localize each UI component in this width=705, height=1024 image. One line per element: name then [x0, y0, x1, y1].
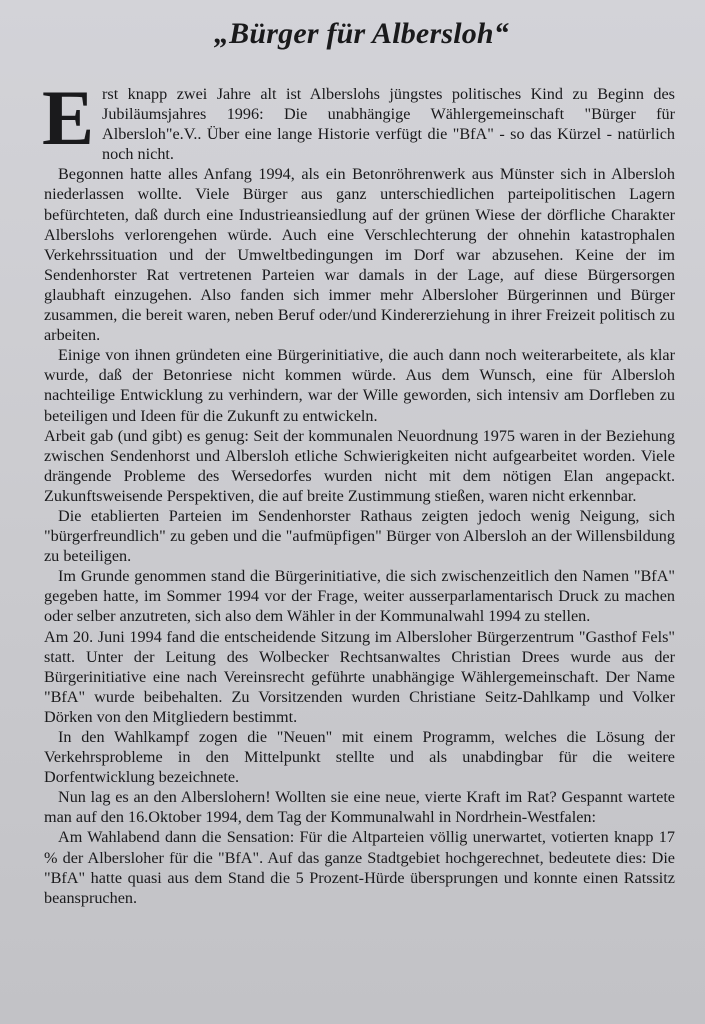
paragraph-2: Begonnen hatte alles Anfang 1994, als ein Betonröhrenwerk aus Münster sich in Albersloh niederlassen wollte. Viele Bürger aus ganz unterschiedlichen parteipolitischen Lagern befürchteten, daß durch eine Industrieansiedlung auf der grünen Wiese der dörfliche Charakter Alberslohs verlorengehen würde. Auch eine Verschlechterung der ohnehin katastrophalen Verkehrssituation und der Umweltbedingungen im Dorf war abzusehen. Keine der im Sendenhorster Rat vertretenen Parteien war damals in der Lage, auf diese Bürgersorgen glaubhaft einzugehen. Also fanden sich immer mehr Albersloher Bürgerinnen und Bürger zusammen, die bereit waren, neben Beruf oder/und Kindererziehung in ihrer Freizeit politisch zu arbeiten. — [44, 165, 675, 345]
drop-cap: E — [42, 74, 95, 161]
paragraph-7: Am 20. Juni 1994 fand die entscheidende Sitzung im Albersloher Bürgerzentrum "Gasthof Fels" statt. Unter der Leitung des Wolbecker Rechtsanwaltes Christian Drees wurde aus der Bürgerinitiative eine nach Vereinsrecht geführte unabhängige Wählergemeinschaft. Der Name "BfA" wurde beibehalten. Zu Vorsitzenden wurden Christiane Seitz-Dahlkamp und Volker Dörken von den Mitgliedern bestimmt. — [44, 627, 675, 726]
article-body — [42, 74, 675, 908]
paragraph-10: Am Wahlabend dann die Sensation: Für die Altparteien völlig unerwartet, votierten knapp 17 % der Albersloher für die "BfA". Auf das ganze Stadtgebiet hochgerechnet, bedeutete dies: Die "BfA" hatte quasi aus dem Stand die 5 Prozent-Hürde übersprungen und konnte einen Ratssitz beanspruchen. — [44, 828, 675, 907]
paragraph-8: In den Wahlkampf zogen die "Neuen" mit einem Programm, welches die Lösung der Verkehrsprobleme in den Mittelpunkt stellte und als unabdingbar für die weitere Dorfentwicklung bezeichnete. — [44, 728, 675, 787]
paragraph-9: Nun lag es an den Alberslohern! Wollten sie eine neue, vierte Kraft im Rat? Gespannt wartete man auf den 16.Oktober 1994, dem Tag der Kommunalwahl in Nordrhein-Westfalen: — [44, 788, 675, 827]
paragraph-5: Die etablierten Parteien im Sendenhorster Rathaus zeigten jedoch wenig Neigung, sich "bürgerfreundlich" zu geben und die "aufmüpfigen" Bürger von Albersloh an der Willensbildung zu beteiligen. — [44, 506, 675, 566]
paragraph-3: Einige von ihnen gründeten eine Bürgerinitiative, die auch dann noch weiterarbeitete, als klar wurde, daß der Betonriese nicht kommen würde. Aus dem Wunsch, eine für Albersloh nachteilige Entwicklung zu verhindern, war der Wille geworden, sich intensiv am Dorfleben zu beteiligen und Ideen für die Zukunft zu entwickeln. — [44, 346, 675, 425]
paragraph-1 — [42, 74, 675, 164]
paragraph-1-text: rst knapp zwei Jahre alt ist Alberslohs jüngstes politisches Kind zu Beginn des Jubiläumsjahres 1996: Die unabhängige Wählergemeinschaft "Bürger für Albersloh"e.V.. Über eine lange Historie verfügt die "BfA" - so das Kürzel - natürlich noch nicht. — [102, 85, 675, 164]
paragraph-6: Im Grunde genommen stand die Bürgerinitiative, die sich zwischenzeitlich den Namen "BfA" gegeben hatte, im Sommer 1994 vor der Frage, weiter ausserparlamentarisch Druck zu machen oder selber anzutreten, sich also dem Wähler in der Kommunalwahl 1994 zu stellen. — [44, 567, 675, 626]
paragraph-4: Arbeit gab (und gibt) es genug: Seit der kommunalen Neuordnung 1975 waren in der Beziehung zwischen Sendenhorst und Albersloh etliche Schwierigkeiten nicht aufgearbeitet worden. Viele drängende Probleme des Wersedorfes wurden nicht mit dem nötigen Elan angepackt. Zukunftsweisende Perspektiven, die auf breite Zustimmung stießen, waren nicht erkennbar. — [44, 426, 675, 505]
page-title: „Bürger für Albersloh“ — [213, 17, 510, 50]
